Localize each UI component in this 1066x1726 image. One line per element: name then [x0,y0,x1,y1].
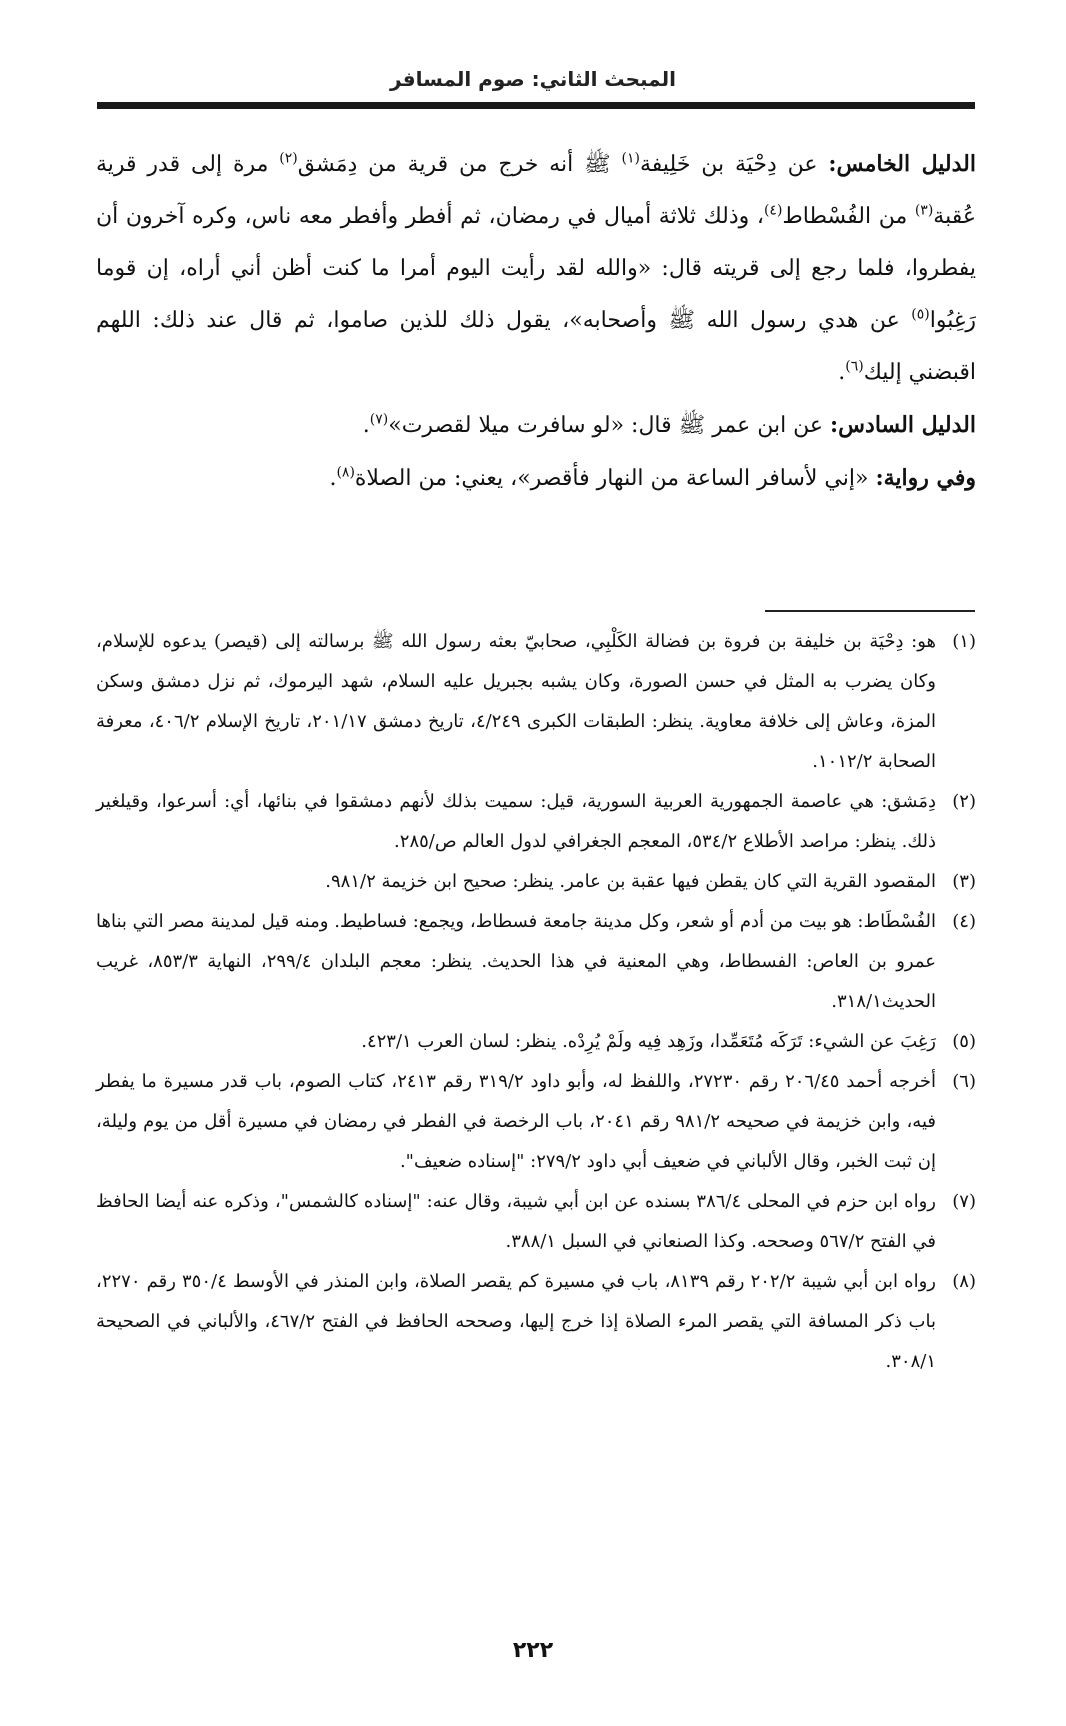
footnote-ref: (٨) [336,464,355,481]
paragraph-evidence-five: الدليل الخامس: عن دِحْيَة بن خَلِيفة$^{(١)}$ ﷺ أنه خرج من قرية من دِمَشق$^{(٢)}$ مرة إلى قدر قرية عُقبة$^{(٣)}$ من الفُسْطاط$^{(٤)}$، وذلك ثلاثة أميال في رمضان، ثم أفطر وأفطر معه ناس، وكره آخرون أن يفطروا، فلما رجع إلى قريته قال: «والله لقد رأيت اليوم أمرا ما كنت أظن أني أراه، إن قوما رَغِبُوا$^{(٥)}$ عن هدي رسول الله ﷺ وأصحابه»، يقول ذلك للذين صاموا، ثم قال عند ذلك: اللهم اقبضني إليك$^{(٦)}$. [96,150,976,385]
paragraph-evidence-six: الدليل السادس: عن ابن عمر ﷺ قال: «لو سافرت ميلا لقصرت»$^{(٧)}$. [362,411,976,438]
footnote-2 [96,782,976,862]
footnote-3 [96,862,976,902]
narration-label: وفي رواية: [875,465,976,491]
footnote-number: (١) [952,631,976,652]
footnotes-section [96,622,976,1382]
footnote-ref: (٢) [279,150,298,167]
footnote-number: (٤) [952,911,976,932]
footnote-text: أخرجه أحمد ٢٠٦/٤٥ رقم ٢٧٢٣٠، واللفظ له، وأبو داود ٣١٩/٢ رقم ٢٤١٣، كتاب الصوم، باب قدر مسيرة ما يفطر فيه، وابن خزيمة في صحيحه ٩٨١/٢ رقم ٢٠٤١، باب الرخصة في الفطر في رمضان في مسيرة أقل من يوم وليلة، إن ثبت الخبر، وقال الألباني في ضعيف أبي داود ٢٧٩/٢: "إسناده ضعيف". [96,1071,936,1172]
paragraph-narration: وفي رواية: «إني لأسافر الساعة من النهار فأقصر»، يعني: من الصلاة$^{(٨)}$. [329,464,976,491]
footnote-text: رواه ابن حزم في المحلى ٣٨٦/٤ بسنده عن ابن أبي شيبة، وقال عنه: "إسناده كالشمس"، وذكره عنه أيضا الحافظ في الفتح ٥٦٧/٢ وصححه. وكذا الصنعاني في السبل ٣٨٨/١. [96,1191,937,1252]
page-number: ٢٢٢ [512,1638,554,1663]
footnote-1 [96,622,976,782]
footnote-number: (٣) [952,871,976,892]
footnote-text: الفُسْطَاط: هو بيت من أدم أو شعر، وكل مدينة جامعة فسطاط، ويجمع: فساطيط. ومنه قيل لمدينة مصر التي بناها عمرو بن العاص: الفسطاط، وهي المعنية في هذا الحديث. ينظر: معجم البلدان ٢٩٩/٤، النهاية ٨٥٣/٣، غريب الحديث٣١٨/١. [96,911,936,1012]
footnote-number: (٥) [952,1031,976,1052]
header-divider [97,102,975,109]
footnote-number: (٨) [952,1271,976,1292]
footnote-7 [96,1182,976,1262]
footnote-text: هو: دِحْيَة بن خليفة بن فروة بن فضالة الكَلْبِي، صحابيّ بعثه رسول الله ﷺ برسالته إلى (قيصر) يدعوه للإسلام، وكان يضرب به المثل في حسن الصورة، وكان يشبه بجبريل عليه السلام، شهد اليرموك، ثم نزل دمشق وسكن المزة، وعاش إلى خلافة معاوية. ينظر: الطبقات الكبرى ٤/٢٤٩، تاريخ دمشق ٢٠١/١٧، تاريخ الإسلام ٤٠٦/٢، معرفة الصحابة ١٠١٢/٢. [96,631,936,772]
footnote-text: المقصود القرية التي كان يقطن فيها عقبة بن عامر. ينظر: صحيح ابن خزيمة ٩٨١/٢. [325,871,936,892]
evidence-label: الدليل الخامس: [828,151,976,177]
footnote-number: (٢) [952,791,976,812]
footnote-5 [96,1022,976,1062]
footnote-text: دِمَشق: هي عاصمة الجمهورية العربية السورية، قيل: سميت بذلك لأنهم دمشقوا في بنائها، أي: أسرعوا، وقيلغير ذلك. ينظر: مراصد الأطلاع ٥٣٤/٢، المعجم الجغرافي لدول العالم ص/٢٨٥. [96,791,936,852]
evidence-label: الدليل السادس: [830,412,976,438]
footnote-4 [96,902,976,1022]
footnote-number: (٧) [952,1191,976,1212]
footnote-text: رواه ابن أبي شيبة ٢٠٢/٢ رقم ٨١٣٩، باب في مسيرة كم يقصر الصلاة، وابن المنذر في الأوسط ٣٥٠/٤ رقم ٢٢٧٠، باب ذكر المسافة التي يقصر المرء الصلاة إذا خرج إليها، وصححه الحافظ في الفتح ٤٦٧/٢، والألباني في الصحيحة ٣٠٨/١. [96,1271,936,1372]
main-text [96,138,976,505]
footnote-ref: (٧) [369,411,389,428]
footnote-ref: (٤) [763,202,783,219]
footnote-6 [96,1062,976,1182]
footnote-8 [96,1262,976,1382]
footnote-ref: (٥) [911,306,930,323]
footnote-number: (٦) [952,1071,976,1092]
running-header: المبحث الثاني: صوم المسافر [390,67,676,91]
footnote-text: رَغِبَ عن الشيء: تَرَكَه مُتَعَمِّدا، وزَهِد فِيه ولَمْ يُرِدْه. ينظر: لسان العرب ٤٢٣/١. [361,1031,936,1052]
footnote-separator [765,610,975,612]
footnote-ref: (٣) [914,202,934,219]
footnote-ref: (٦) [845,358,864,375]
footnote-ref: (١) [621,150,640,167]
